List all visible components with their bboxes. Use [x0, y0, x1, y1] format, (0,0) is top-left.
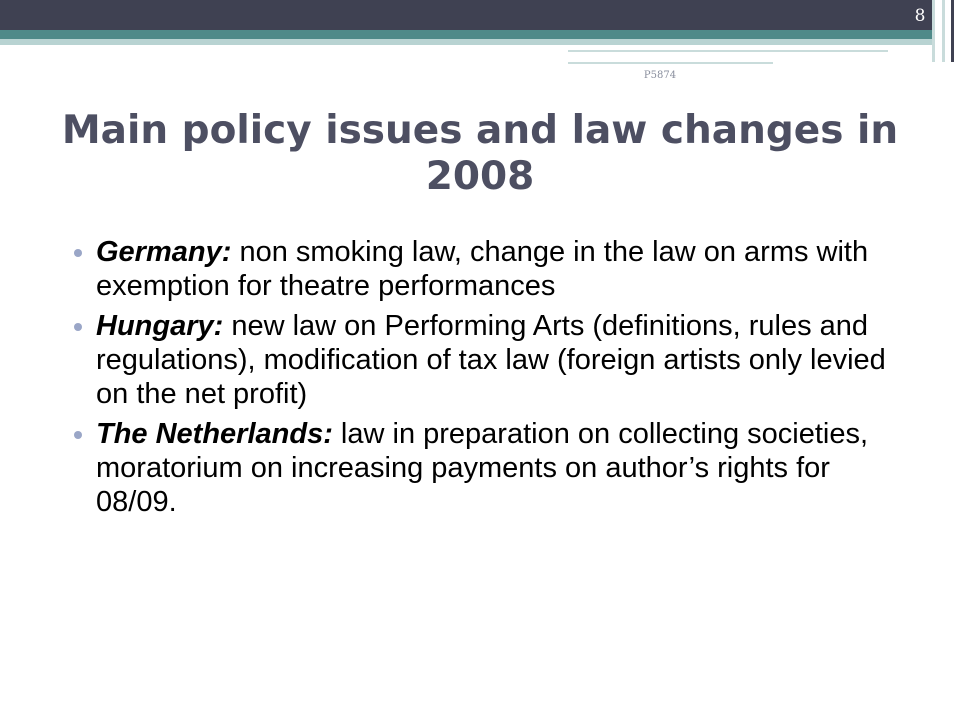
header-rule-lower: [568, 62, 773, 64]
right-rule: [951, 0, 954, 62]
header-rule-upper: [568, 50, 888, 52]
bullet-list: [68, 235, 888, 525]
bullet-item: [68, 309, 888, 411]
header-bar-teal: [0, 30, 932, 39]
bullet-dot-icon: [74, 249, 82, 257]
bullet-country: The Netherlands:: [96, 418, 333, 450]
slide-number: 8: [914, 6, 926, 26]
header-bar-dark: [0, 0, 932, 30]
bullet-text: non smoking law, change in the law on arms with exemption for theatre performances: [96, 236, 869, 302]
header-bar-light: [0, 39, 932, 45]
slide-title: Main policy issues and law changes in 2008: [61, 108, 899, 199]
slide-code: P5874: [643, 70, 677, 81]
bullet-country: Hungary:: [96, 310, 224, 342]
right-rule: [932, 0, 935, 62]
bullet-item: [68, 235, 888, 303]
bullet-text: new law on Performing Arts (definitions, rules and regulations), modification of tax law (foreign artists only levied on the net profit): [96, 310, 886, 410]
right-rule: [942, 0, 945, 62]
bullet-country: Germany:: [96, 236, 232, 268]
bullet-text: law in preparation on collecting societies, moratorium on increasing payments on author’s rights for 08/09.: [96, 418, 869, 518]
bullet-dot-icon: [74, 431, 82, 439]
bullet-dot-icon: [74, 323, 82, 331]
bullet-item: [68, 417, 888, 519]
